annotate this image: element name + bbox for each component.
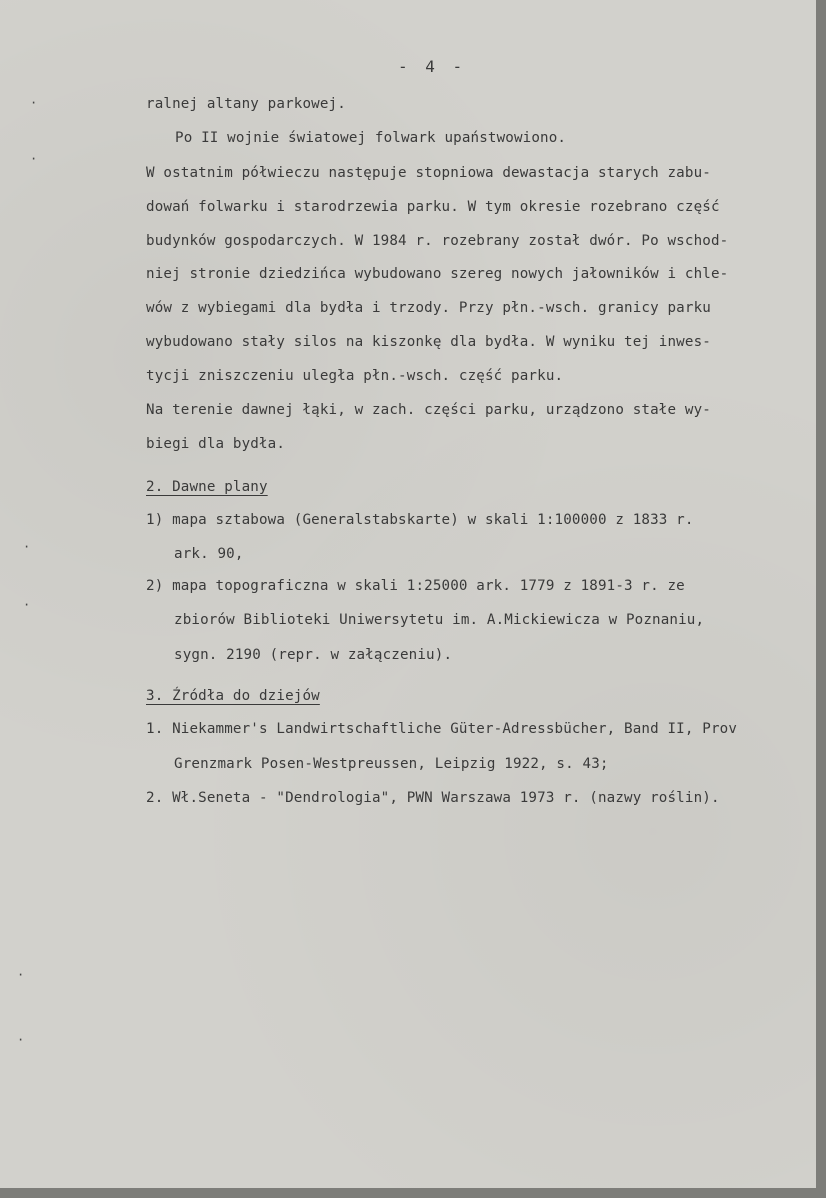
plan-item-1-cont: ark. 90, [174, 546, 244, 562]
source-item-1: 1. Niekammer's Landwirtschaftliche Güter-Adressbücher, Band II, Prov [146, 721, 738, 737]
body-line-5: budynków gospodarczych. W 1984 r. rozebrany został dwór. Po wschod- [146, 233, 729, 249]
plan-item-2-cont-1: zbiorów Biblioteki Uniwersytetu im. A.Mickiewicza w Poznaniu, [174, 612, 705, 628]
body-line-3: W ostatnim półwieczu następuje stopniowa dewastacja starych zabu- [146, 165, 711, 181]
scan-speck: · [17, 1033, 25, 1047]
body-line-1: ralnej altany parkowej. [146, 96, 346, 112]
body-line-8: wybudowano stały silos na kiszonkę dla bydła. W wyniku tej inwes- [146, 334, 711, 350]
scan-speck: · [30, 96, 38, 110]
body-line-9: tycji zniszczeniu uległa płn.-wsch. część parku. [146, 368, 564, 384]
body-line-6: niej stronie dziedzińca wybudowano szereg nowych jałowników i chle- [146, 266, 729, 282]
section-3-heading: 3. Źródła do dziejów [146, 688, 320, 704]
scan-speck: · [23, 540, 31, 554]
plan-item-2: 2) mapa topograficzna w skali 1:25000 ark. 1779 z 1891-3 r. ze [146, 578, 685, 594]
plan-item-2-cont-2: sygn. 2190 (repr. w załączeniu). [174, 647, 453, 663]
scan-edge-right [816, 0, 826, 1198]
scan-speck: · [17, 968, 25, 982]
plan-item-1: 1) mapa sztabowa (Generalstabskarte) w skali 1:100000 z 1833 r. [146, 512, 694, 528]
source-item-1-cont: Grenzmark Posen-Westpreussen, Leipzig 1922, s. 43; [174, 756, 609, 772]
body-line-2: Po II wojnie światowej folwark upaństwowiono. [175, 130, 567, 146]
body-line-10: Na terenie dawnej łąki, w zach. części parku, urządzono stałe wy- [146, 402, 711, 418]
section-2-heading: 2. Dawne plany [146, 479, 268, 495]
source-item-2: 2. Wł.Seneta - "Dendrologia", PWN Warszawa 1973 r. (nazwy roślin). [146, 790, 720, 806]
body-line-4: dowań folwarku i starodrzewia parku. W tym okresie rozebrano część [146, 199, 720, 215]
body-line-11: biegi dla bydła. [146, 436, 286, 452]
scan-edge-bottom [0, 1188, 826, 1198]
body-line-7: wów z wybiegami dla bydła i trzody. Przy płn.-wsch. granicy parku [146, 300, 711, 316]
scan-speck: · [30, 152, 38, 166]
page-number: - 4 - [398, 57, 467, 76]
scan-speck: · [23, 598, 31, 612]
